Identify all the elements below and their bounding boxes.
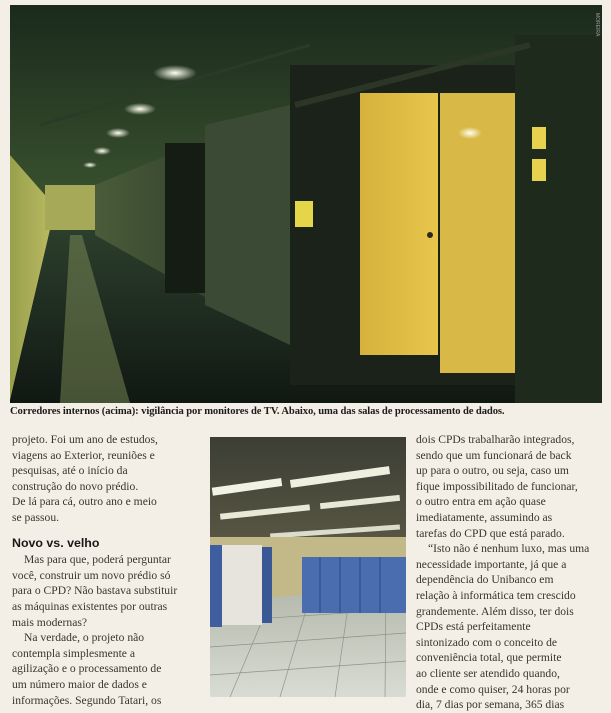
- right-text-column: [416, 432, 606, 713]
- text-line: tarefas do CPD que está parado.: [416, 526, 565, 540]
- corridor-photo: [10, 5, 602, 403]
- text-line: up para o outro, ou seja, caso um: [416, 464, 569, 478]
- data-processing-room-photo: [210, 437, 406, 697]
- text-line: sendo que um funcionará de back: [416, 448, 572, 462]
- text-line: ao cliente ser atendido quando,: [416, 666, 560, 680]
- text-line: construção do novo prédio.: [12, 479, 139, 493]
- text-line: se passou.: [12, 510, 60, 524]
- paragraph-answer: [12, 630, 200, 708]
- text-line: dia, 7 dias por semana, 365 dias: [416, 698, 565, 712]
- text-line: para o CPD? Não bastava substituir: [12, 584, 178, 598]
- text-line: sintonizado com o conceito de: [416, 635, 558, 649]
- text-line: as máquinas existentes por outras: [12, 599, 168, 613]
- photo-credit: MOREIRA: [594, 13, 600, 37]
- text-line: o outro entra em ação quase: [416, 495, 546, 509]
- text-line: você, construir um novo prédio só: [12, 568, 171, 582]
- paragraph-question: [12, 552, 200, 630]
- text-line: pesquisas, até o início da: [12, 464, 128, 478]
- text-line: necessidade importante, já que a: [416, 557, 567, 571]
- photo-caption: Corredores internos (acima): vigilância por monitores de TV. Abaixo, uma das salas de processamento de dados.: [10, 406, 505, 417]
- text-line: informações. Segundo Tatari, os: [12, 693, 162, 707]
- left-text-column: [12, 432, 200, 708]
- text-line: projeto. Foi um ano de estudos,: [12, 433, 158, 446]
- text-line: imediatamente, assumindo as: [416, 510, 553, 524]
- text-line: fique impossibilitado de funcionar,: [416, 479, 578, 493]
- text-line: contempla simplesmente a: [12, 646, 135, 660]
- section-heading: Novo vs. velho: [12, 535, 100, 550]
- text-line: dois CPDs trabalharão integrados,: [416, 433, 575, 446]
- text-line: grandemente. Além disso, ter dois: [416, 604, 574, 618]
- text-line: “Isto não é nenhum luxo, mas uma: [428, 542, 590, 556]
- text-line: viagens ao Exterior, reuniões e: [12, 448, 155, 462]
- text-line: mais modernas?: [12, 615, 88, 629]
- text-line: relação à informática tem crescido: [416, 588, 576, 602]
- text-line: Mas para que, poderá perguntar: [24, 553, 171, 567]
- text-line: CPDs está perfeitamente: [416, 620, 531, 634]
- paragraph-intro: [12, 432, 200, 526]
- text-line: agilização e o processamento de: [12, 662, 162, 676]
- text-line: De lá para cá, outro ano e meio: [12, 495, 157, 509]
- text-line: Na verdade, o projeto não: [24, 631, 145, 645]
- text-line: um número maior de dados e: [12, 677, 147, 691]
- text-line: dependência do Unibanco em: [416, 573, 554, 587]
- text-line: conveniência total, que permite: [416, 651, 562, 665]
- text-line: onde e como quiser, 24 horas por: [416, 682, 570, 696]
